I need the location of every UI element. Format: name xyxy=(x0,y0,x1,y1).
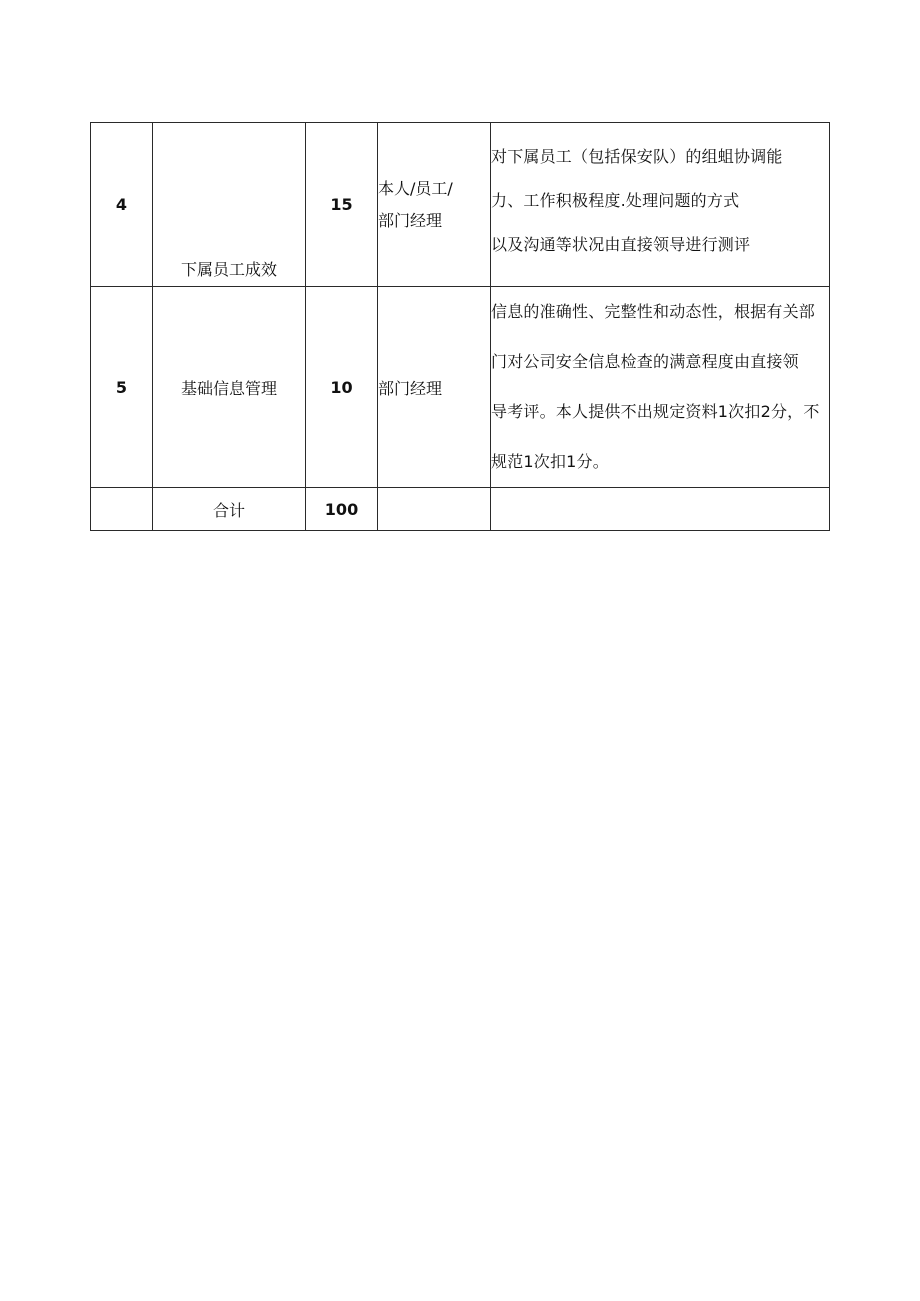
item-cell xyxy=(153,123,306,287)
total-row xyxy=(91,488,830,531)
row-number: 5 xyxy=(91,287,153,488)
item-name: 下属员工成效 xyxy=(180,260,277,279)
description-line: 规范1次扣1分。 xyxy=(491,452,609,471)
evaluator-line: 部门经理 xyxy=(378,210,443,230)
description-line: 导考评。本人提供不出规定资料1次扣2分，不 xyxy=(491,402,820,421)
evaluator-line: 部门经理 xyxy=(378,378,443,398)
table-row xyxy=(91,287,830,488)
evaluator-line: 本人/员工/ xyxy=(378,178,453,198)
description-line: 对下属员工（包括保安队）的组蛆协调能 xyxy=(491,147,783,166)
description-line: 以及沟通等状况由直接领导进行测评 xyxy=(491,235,751,254)
description-cell xyxy=(491,287,830,488)
description-cell xyxy=(491,488,830,531)
item-name: 基础信息管理 xyxy=(153,287,306,488)
description-line: 力、工作积极程度.处理问题的方式 xyxy=(491,191,740,210)
score-cell: 10 xyxy=(306,287,378,488)
score-cell: 15 xyxy=(306,123,378,287)
description-line: 信息的准确性、完整性和动态性，根据有关部 xyxy=(491,302,816,321)
total-score: 100 xyxy=(306,488,378,531)
evaluator-cell xyxy=(378,123,491,287)
row-number xyxy=(91,488,153,531)
assessment-table xyxy=(90,122,830,531)
description-line: 门对公司安全信息检查的满意程度由直接领 xyxy=(491,352,799,371)
table-row xyxy=(91,123,830,287)
evaluator-cell xyxy=(378,488,491,531)
evaluator-cell xyxy=(378,287,491,488)
row-number: 4 xyxy=(91,123,153,287)
description-cell xyxy=(491,123,830,287)
total-label: 合计 xyxy=(153,488,306,531)
